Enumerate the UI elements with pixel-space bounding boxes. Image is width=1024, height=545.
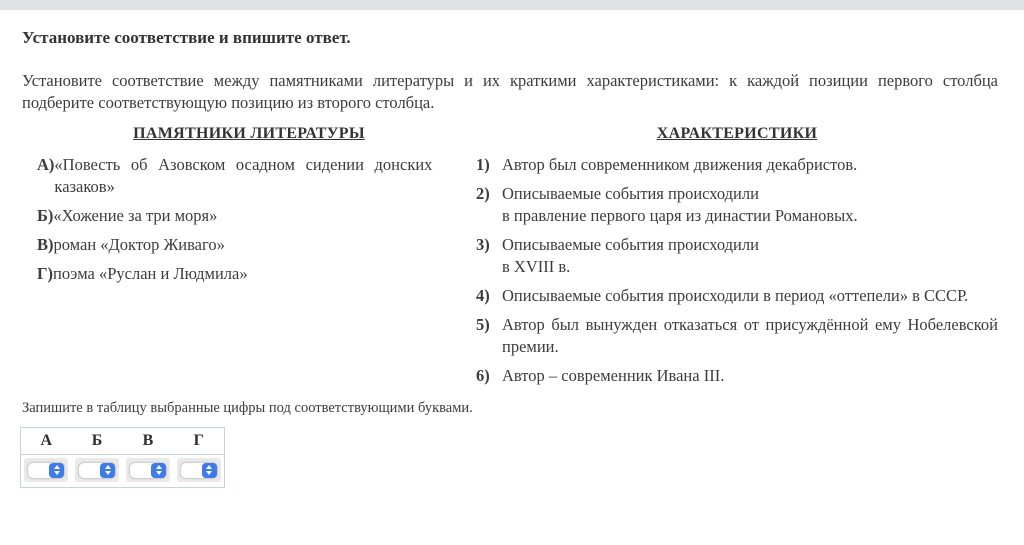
- item-label: Г): [37, 264, 53, 283]
- list-item: [22, 154, 476, 198]
- list-item: [476, 314, 998, 358]
- list-item: [476, 365, 998, 387]
- item-label: 1): [476, 155, 490, 174]
- column-characteristics: [476, 120, 998, 394]
- item-label: 4): [476, 286, 490, 305]
- item-label: В): [37, 235, 54, 254]
- answer-table: [20, 427, 225, 488]
- item-text: Описываемые события происходили в период «оттепели» в СССР.: [502, 286, 969, 305]
- item-text: Автор – современник Ивана III.: [502, 366, 725, 385]
- column-monuments: [22, 120, 476, 394]
- list-item: [476, 234, 998, 278]
- item-label: А): [37, 155, 55, 174]
- answer-column-header-g: Г: [174, 428, 225, 455]
- item-text: Описываемые события происходили в XVIII в.: [502, 235, 759, 276]
- list-item: [476, 285, 998, 307]
- answer-select-g[interactable]: [177, 458, 221, 482]
- answer-note: Запишите в таблицу выбранные цифры под соответствующими буквами.: [22, 400, 473, 416]
- updown-stepper-icon: [100, 463, 115, 478]
- task-instruction: Установите соответствие между памятниками литературы и их краткими характеристиками: к каждой позиции первого столбца подберите соответствующую позицию из второго столбца.: [22, 71, 998, 112]
- item-label: Б): [37, 206, 54, 225]
- question-page: [0, 28, 1024, 488]
- updown-stepper-icon: [202, 463, 217, 478]
- item-label: 2): [476, 184, 490, 203]
- list-item: [476, 183, 998, 227]
- item-text: Описываемые события происходили в правление первого царя из династии Романовых.: [502, 184, 858, 225]
- item-text: «Повесть об Азовском осадном сидении донских казаков»: [54, 155, 433, 196]
- matching-columns: [22, 120, 998, 394]
- list-item: [22, 205, 476, 227]
- answer-column-header-v: В: [123, 428, 174, 455]
- updown-stepper-icon: [151, 463, 166, 478]
- answer-column-header-a: А: [21, 428, 72, 455]
- item-text: «Хожение за три моря»: [53, 206, 218, 225]
- item-label: 5): [476, 315, 490, 334]
- item-label: 6): [476, 366, 490, 385]
- item-text: поэма «Руслан и Людмила»: [53, 264, 248, 283]
- updown-stepper-icon: [49, 463, 64, 478]
- item-text: Автор был современником движения декабристов.: [502, 155, 858, 174]
- page-title: Установите соответствие и впишите ответ.: [22, 28, 351, 47]
- item-label: 3): [476, 235, 490, 254]
- answer-column-header-b: Б: [72, 428, 123, 455]
- answer-select-a[interactable]: [24, 458, 68, 482]
- item-text: Автор был вынужден отказаться от присуждённой ему Нобелевской премии.: [502, 315, 998, 356]
- list-item: [22, 263, 476, 285]
- item-text: роман «Доктор Живаго»: [53, 235, 225, 254]
- top-bar: [0, 0, 1024, 10]
- column-characteristics-header: ХАРАКТЕРИСТИКИ: [656, 125, 818, 142]
- answer-select-v[interactable]: [126, 458, 170, 482]
- list-item: [476, 154, 998, 176]
- answer-select-b[interactable]: [75, 458, 119, 482]
- column-monuments-header: ПАМЯТНИКИ ЛИТЕРАТУРЫ: [133, 125, 365, 142]
- list-item: [22, 234, 476, 256]
